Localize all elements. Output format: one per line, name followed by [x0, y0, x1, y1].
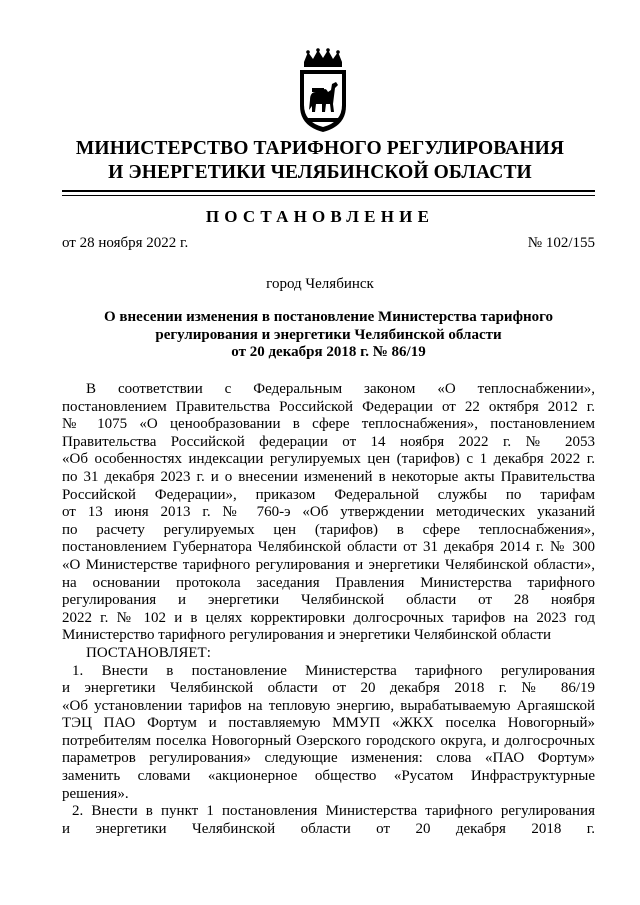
item-1-line: 1. Внести в постановление Министерства тарифного регулирования	[72, 662, 595, 679]
item-1-line: потребителям поселка Новогорный Озерского городского округа, и долгосрочных	[62, 732, 595, 749]
item-1-line: «Об установлении тарифов на тепловую энергию, вырабатываемую Аргаяшской	[62, 697, 595, 714]
preamble-line: Российской Федерации», приказом Федеральной службы по тарифам	[62, 486, 595, 503]
document-type: ПОСТАНОВЛЕНИЕ	[205, 207, 435, 226]
preamble-line: регулирования и энергетики Челябинской области от 28 ноября	[62, 592, 595, 609]
header-divider-thick	[62, 190, 595, 192]
header-divider-thin	[62, 195, 595, 196]
document-date: от 28 ноября 2022 г.	[62, 235, 189, 251]
preamble-line: постановлением Губернатора Челябинской области от 31 декабря 2014 г. № 300	[62, 539, 595, 556]
preamble-line: постановлением Правительства Российской Федерации от 22 октября 2012 г.	[62, 398, 595, 415]
preamble-line: Правительства Российской федерации от 14 ноября 2022 г. № 2053	[62, 433, 595, 450]
preamble-line: № 1075 «О ценообразовании в сфере теплоснабжения», постановлением	[62, 416, 595, 433]
item-1-line: решения».	[62, 785, 129, 802]
item-2-line: 2. Внести в пункт 1 постановления Министерства тарифного регулирования	[72, 803, 595, 820]
preamble-line: В соответствии с Федеральным законом «О теплоснабжении»,	[86, 381, 595, 397]
subject-line: О внесении изменения в постановление Министерства тарифного	[103, 309, 554, 325]
ministry-name-line-1: МИНИСТЕРСТВО ТАРИФНОГО РЕГУЛИРОВАНИЯ	[75, 138, 565, 159]
document-subject	[62, 309, 595, 362]
item-1-line: заменить словами «акционерное общество «Русатом Инфраструктурные	[62, 768, 595, 785]
document-body	[62, 381, 595, 838]
preamble-line: по 31 декабря 2023 г. и о внесении изменений в некоторые акты Правительства	[62, 468, 595, 485]
resolves-label: ПОСТАНОВЛЯЕТ:	[86, 644, 211, 661]
item-1-line: параметров регулирования» следующие изменения: слова «ПАО Фортум»	[62, 750, 595, 767]
preamble-line: по расчету регулируемых цен (тарифов) в сфере теплоснабжения»,	[62, 521, 595, 538]
item-2-line: и энергетики Челябинской области от 20 декабря 2018 г.	[62, 820, 595, 837]
preamble-line: на основании протокола заседания Правления Министерства тарифного	[62, 574, 595, 591]
preamble-line: «О Министерстве тарифного регулирования и энергетики Челябинской области»,	[62, 556, 595, 573]
preamble-line: 2022 г. № 102 и в целях корректировки долгосрочных тарифов на 2023 год	[62, 609, 595, 626]
coat-of-arms-emblem	[296, 48, 350, 134]
preamble-line: Министерство тарифного регулирования и энергетики Челябинской области	[62, 627, 552, 644]
document-city: город Челябинск	[266, 276, 374, 292]
preamble-line: от 13 июня 2013 г. № 760-э «Об утверждении методических указаний	[62, 504, 595, 521]
subject-line: регулирования и энергетики Челябинской области	[155, 326, 502, 343]
item-1-line: и энергетики Челябинской области от 20 декабря 2018 г. № 86/19	[62, 680, 595, 697]
preamble-line: «Об особенностях индексации регулируемых цен (тарифов) с 1 декабря 2022 г.	[62, 451, 595, 468]
ministry-name	[40, 137, 600, 185]
item-1-line: ТЭЦ ПАО Фортум и поставляемую ММУП «ЖКХ поселка Новогорный»	[62, 715, 595, 732]
document-number: № 102/155	[527, 235, 595, 251]
subject-line: от 20 декабря 2018 г. № 86/19	[231, 344, 426, 360]
ministry-name-line-2: И ЭНЕРГЕТИКИ ЧЕЛЯБИНСКОЙ ОБЛАСТИ	[108, 162, 532, 183]
